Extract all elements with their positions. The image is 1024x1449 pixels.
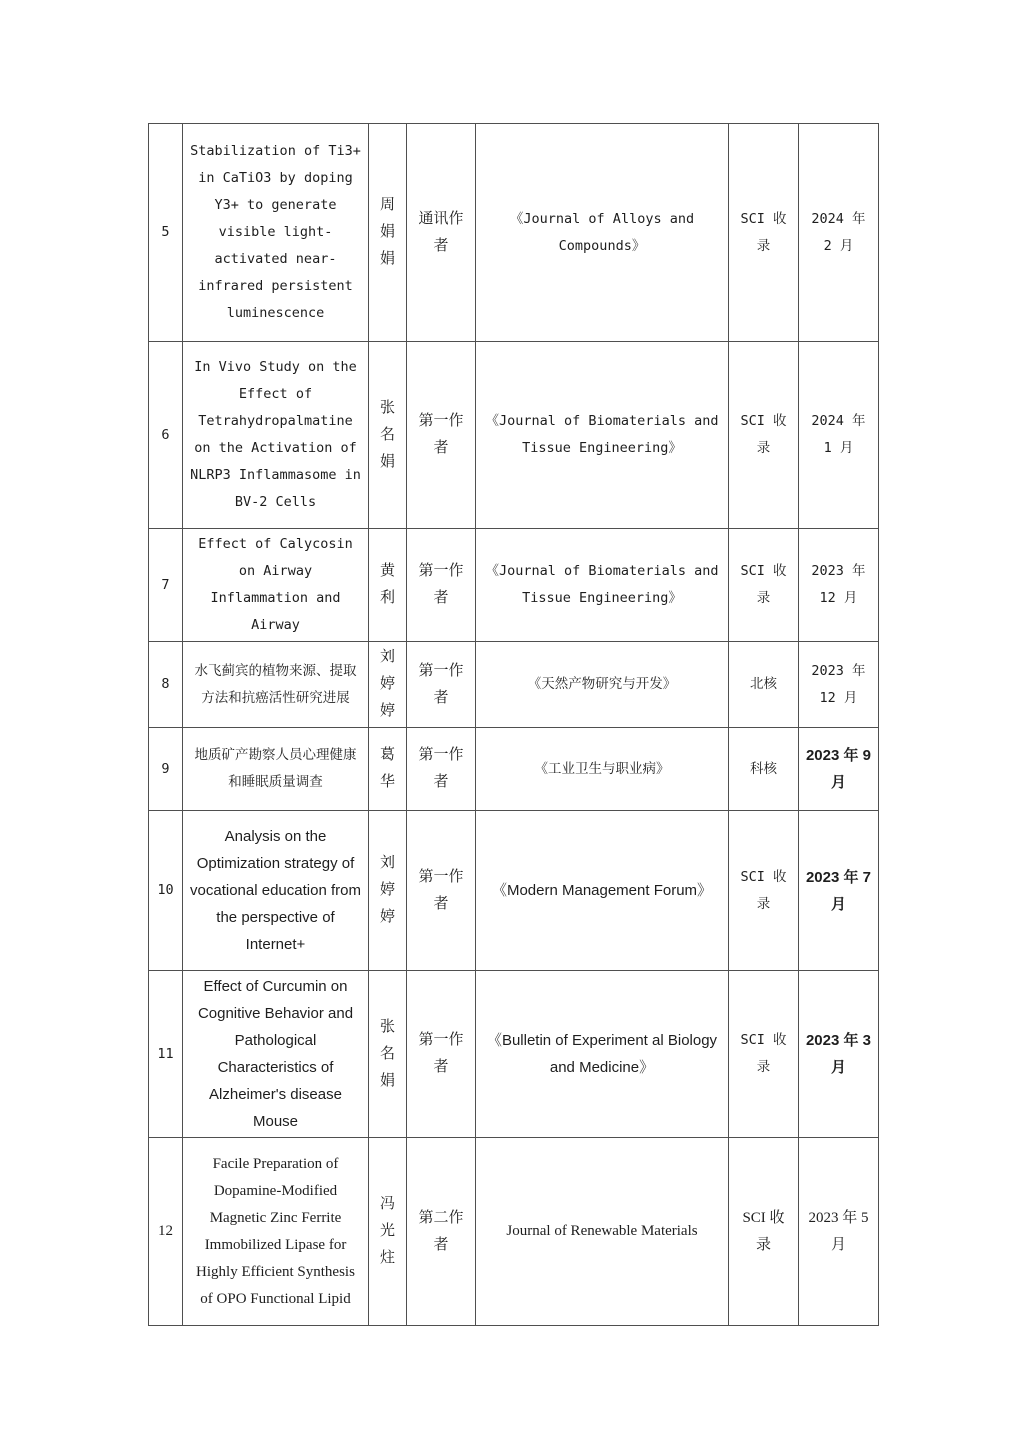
publications-table-body [149,124,879,1326]
role-cell: 通讯作者 [407,124,476,342]
index-cell: SCI 收录 [729,124,799,342]
table-row [149,971,879,1138]
author-cell: 刘婷婷 [369,642,407,728]
publications-table [148,123,879,1326]
row-number-cell: 9 [149,728,183,811]
table-row [149,1138,879,1326]
role-cell: 第一作者 [407,728,476,811]
journal-cell: 《Modern Management Forum》 [476,811,729,971]
journal-cell: 《Journal of Biomaterials and Tissue Engineering》 [476,342,729,529]
date-cell: 2023 年 12 月 [799,642,879,728]
title-cell: In Vivo Study on the Effect of Tetrahydropalmatine on the Activation of NLRP3 Inflammasome in BV-2 Cells [183,342,369,529]
author-cell: 张名娟 [369,971,407,1138]
table-row [149,728,879,811]
journal-cell: Journal of Renewable Materials [476,1138,729,1326]
journal-cell: 《工业卫生与职业病》 [476,728,729,811]
title-cell: Facile Preparation of Dopamine-Modified Magnetic Zinc Ferrite Immobilized Lipase for Highly Efficient Synthesis of OPO Functional Lipid [183,1138,369,1326]
date-cell: 2024 年 1 月 [799,342,879,529]
row-number-cell: 8 [149,642,183,728]
index-cell: SCI 收录 [729,529,799,642]
journal-cell: 《Bulletin of Experiment al Biology and Medicine》 [476,971,729,1138]
table-row [149,642,879,728]
index-cell: SCI 收录 [729,811,799,971]
table-row [149,342,879,529]
row-number-cell: 10 [149,811,183,971]
table-row [149,529,879,642]
author-cell: 张名娟 [369,342,407,529]
journal-cell: 《天然产物研究与开发》 [476,642,729,728]
role-cell: 第一作者 [407,811,476,971]
role-cell: 第一作者 [407,971,476,1138]
date-cell: 2023 年 3 月 [799,971,879,1138]
title-cell: Stabilization of Ti3+ in CaTiO3 by doping Y3+ to generate visible light-activated near-infrared persistent luminescence [183,124,369,342]
table-row [149,124,879,342]
date-cell: 2023 年 5 月 [799,1138,879,1326]
index-cell: SCI 收录 [729,1138,799,1326]
role-cell: 第一作者 [407,342,476,529]
row-number-cell: 12 [149,1138,183,1326]
row-number-cell: 7 [149,529,183,642]
role-cell: 第一作者 [407,642,476,728]
date-cell: 2023 年 7 月 [799,811,879,971]
title-cell: Effect of Calycosin on Airway Inflammation and Airway [183,529,369,642]
title-cell: 水飞蓟宾的植物来源、提取方法和抗癌活性研究进展 [183,642,369,728]
row-number-cell: 11 [149,971,183,1138]
index-cell: SCI 收录 [729,971,799,1138]
table-row [149,811,879,971]
journal-cell: 《Journal of Biomaterials and Tissue Engineering》 [476,529,729,642]
author-cell: 刘婷婷 [369,811,407,971]
title-cell: 地质矿产勘察人员心理健康和睡眠质量调查 [183,728,369,811]
author-cell: 葛华 [369,728,407,811]
index-cell: 科核 [729,728,799,811]
title-cell: Analysis on the Optimization strategy of vocational education from the perspective of Internet+ [183,811,369,971]
row-number-cell: 6 [149,342,183,529]
row-number-cell: 5 [149,124,183,342]
author-cell: 冯光炷 [369,1138,407,1326]
index-cell: 北核 [729,642,799,728]
role-cell: 第一作者 [407,529,476,642]
index-cell: SCI 收录 [729,342,799,529]
role-cell: 第二作者 [407,1138,476,1326]
date-cell: 2023 年 9 月 [799,728,879,811]
author-cell: 周娟娟 [369,124,407,342]
date-cell: 2023 年 12 月 [799,529,879,642]
title-cell: Effect of Curcumin on Cognitive Behavior and Pathological Characteristics of Alzheimer's disease Mouse [183,971,369,1138]
author-cell: 黄利 [369,529,407,642]
date-cell: 2024 年 2 月 [799,124,879,342]
journal-cell: 《Journal of Alloys and Compounds》 [476,124,729,342]
